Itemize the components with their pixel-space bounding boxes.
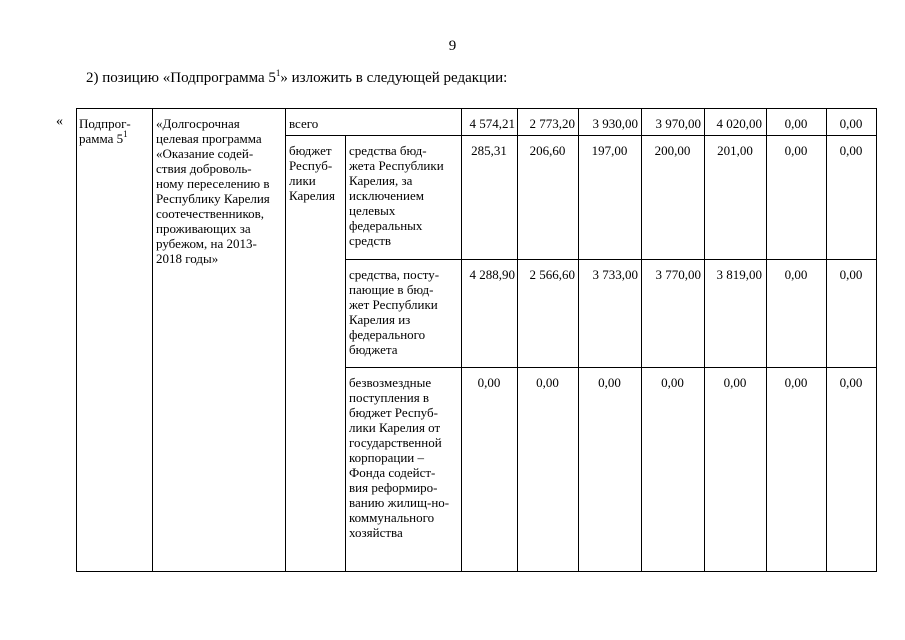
col-border-8 <box>704 108 705 572</box>
total-value-2019: 0,00 <box>839 116 863 131</box>
row-2-value-2014: 2 566,60 <box>529 267 575 282</box>
table-top-border <box>76 108 877 109</box>
row-1-value-2019: 0,00 <box>839 143 863 158</box>
row-1-value-2017: 201,00 <box>717 143 753 158</box>
row-1-label: средства бюд- жета Республики Карелия, за исключением целевых федеральных средств <box>349 143 444 248</box>
col-border-3 <box>345 135 346 572</box>
table-bottom-border <box>76 571 877 572</box>
col-border-10 <box>826 108 827 572</box>
row-divider-1 <box>345 259 877 260</box>
row-3-value-2017: 0,00 <box>723 375 747 390</box>
total-label: всего <box>289 116 319 131</box>
intro-after: » изложить в следующей редакции: <box>280 70 508 86</box>
subprogram-name <box>79 116 151 146</box>
row-3-value-2016: 0,00 <box>661 375 684 390</box>
row-2-value-2016: 3 770,00 <box>655 267 701 282</box>
intro-before: 2) позицию «Подпрограмма 5 <box>86 70 276 86</box>
row-1-value-2013: 285,31 <box>471 143 507 158</box>
row-divider-total <box>285 135 877 136</box>
col-border-7 <box>641 108 642 572</box>
row-3-value-2014: 0,00 <box>536 375 559 390</box>
row-2-value-2013: 4 288,90 <box>469 267 515 282</box>
row-2-value-2017: 3 819,00 <box>716 267 762 282</box>
page-number: 9 <box>448 38 457 54</box>
row-3-label: безвозмездные поступления в бюджет Респуб- лики Карелия от государственной корпорации – Фонда содейст- вия реформиро- ванию жилищ-но- коммунального хозяйства <box>349 375 450 540</box>
row-divider-2 <box>345 367 877 368</box>
total-value-2018: 0,00 <box>784 116 808 131</box>
row-2-label: средства, посту- пающие в бюд- жет Республики Карелия из федерального бюджета <box>349 267 440 357</box>
budget-label: бюджет Респуб- лики Карелия <box>289 143 335 203</box>
total-value-2015: 3 930,00 <box>592 116 638 131</box>
row-2-value-2015: 3 733,00 <box>592 267 638 282</box>
col-border-11 <box>876 108 877 572</box>
row-1-value-2018: 0,00 <box>784 143 808 158</box>
opening-quote: « <box>56 114 63 129</box>
col-border-9 <box>766 108 767 572</box>
col-border-2 <box>285 108 286 572</box>
col-border-0 <box>76 108 77 572</box>
program-description: «Долгосрочная целевая программа «Оказание содей- ствия доброволь- ному переселению в Республику Карелия соотечественников, проживающих за рубежом, на 2013- 2018 годы» <box>156 116 270 266</box>
row-2-value-2018: 0,00 <box>784 267 808 282</box>
row-3-value-2013: 0,00 <box>477 375 501 390</box>
total-value-2013: 4 574,21 <box>469 116 515 131</box>
intro-sup: 1 <box>275 68 281 78</box>
col-border-1 <box>152 108 153 572</box>
row-3-value-2019: 0,00 <box>839 375 863 390</box>
row-1-value-2014: 206,60 <box>529 143 566 158</box>
row-2-value-2019: 0,00 <box>839 267 863 282</box>
col-border-5 <box>517 108 518 572</box>
col-border-6 <box>578 108 579 572</box>
total-value-2016: 3 970,00 <box>655 116 701 131</box>
row-1-value-2015: 197,00 <box>591 143 628 158</box>
row-3-value-2018: 0,00 <box>784 375 808 390</box>
row-3-value-2015: 0,00 <box>598 375 621 390</box>
row-1-value-2016: 200,00 <box>654 143 691 158</box>
col-border-4 <box>461 108 462 572</box>
subprogram-name-sup: 1 <box>123 129 128 139</box>
total-value-2017: 4 020,00 <box>716 116 762 131</box>
subprogram-name-text: Подпрог- рамма 5 <box>79 116 131 146</box>
total-value-2014: 2 773,20 <box>529 116 575 131</box>
